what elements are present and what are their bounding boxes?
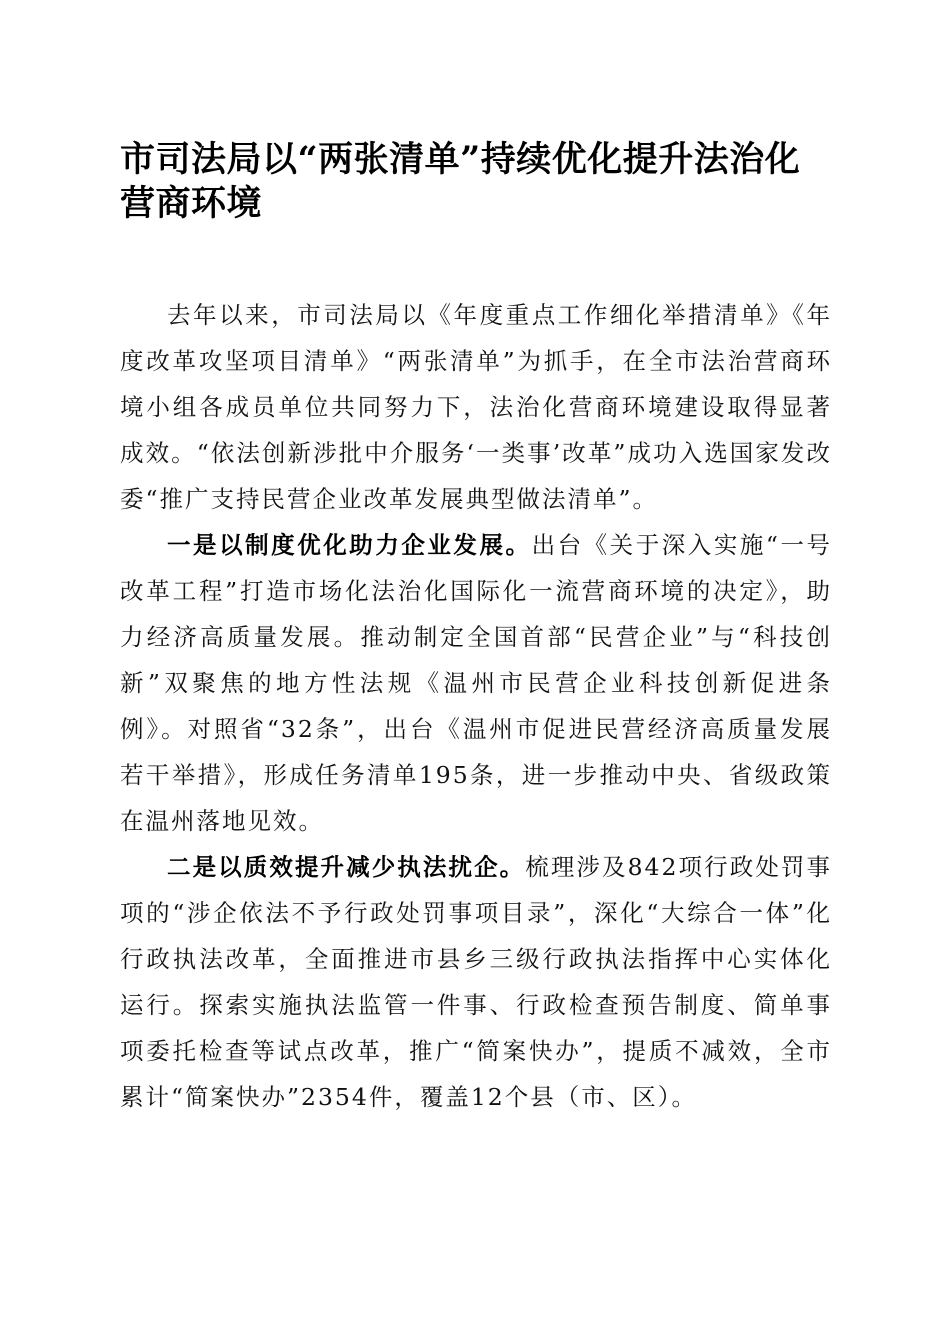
paragraph-lead: 二是以质效提升减少执法扰企。 [167,853,526,881]
paragraph-point-two [120,844,832,1120]
paragraph-text: 出台《关于深入实施“一号改革工程”打造市场化法治化国际化一流营商环境的决定》，助力经济高质量发展。推动制定全国首部“民营企业”与“科技创新”双聚焦的地方性法规《温州市民营企业科技创新促进条例》。对照省“32条”，出台《温州市促进民营经济高质量发展若干举措》，形成任务清单195条，进一步推动中央、省级政策在温州落地见效。 [120,531,833,835]
paragraph-lead: 一是以制度优化助力企业发展。 [167,531,532,559]
paragraph-text: 梳理涉及842项行政处罚事项的“涉企依法不予行政处罚事项目录”，深化“大综合一体”化行政执法改革，全面推进市县乡三级行政执法指挥中心实体化运行。探索实施执法监管一件事、行政检查预告制度、简单事项委托检查等试点改革，推广“简案快办”，提质不减效，全市累计“简案快办”2354件，覆盖12个县（市、区）。 [120,853,832,1111]
document-title: 市司法局以“两张清单”持续优化提升法治化营商环境 [120,139,801,224]
document-page [120,138,832,1120]
paragraph-intro [120,292,832,522]
paragraph-point-one [120,522,832,844]
paragraph-text: 去年以来，市司法局以《年度重点工作细化举措清单》《年度改革攻坚项目清单》“两张清单”为抓手，在全市法治营商环境小组各成员单位共同努力下，法治化营商环境建设取得显著成效。“依法创新涉批中介服务‘一类事’改革”成功入选国家发改委“推广支持民营企业改革发展典型做法清单”。 [120,301,832,513]
document-body [120,292,832,1120]
